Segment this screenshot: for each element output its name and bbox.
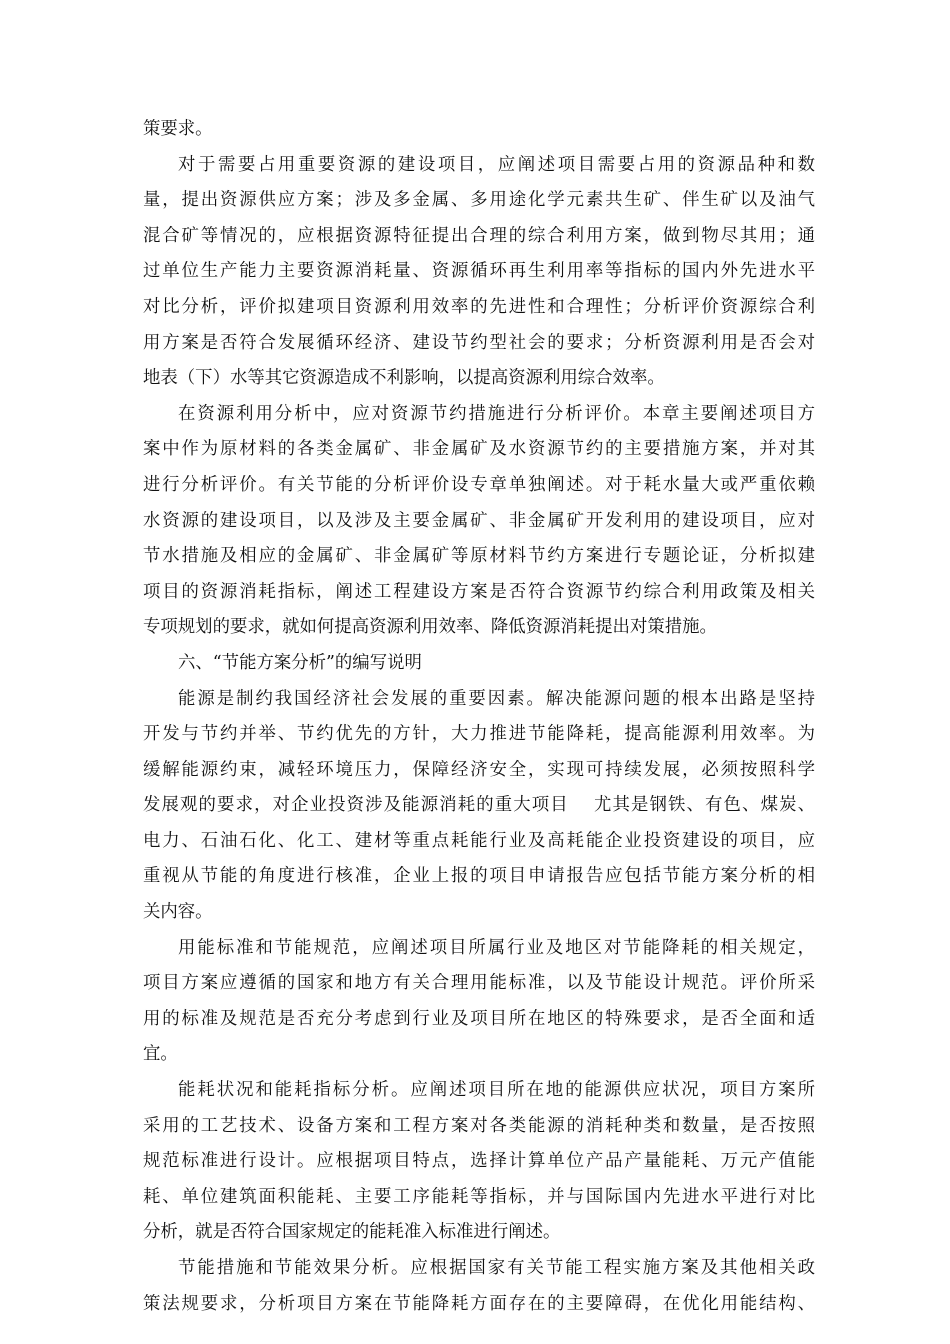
document-page	[143, 112, 815, 1322]
text-line: 用能标准和节能规范，应阐述项目所属行业及地区对节能降耗的相关规定，	[178, 937, 815, 958]
paragraph	[143, 931, 815, 1073]
text-line: 量，提出资源供应方案；涉及多金属、多用途化学元素共生矿、伴生矿以及油气	[143, 190, 815, 211]
paragraph	[143, 148, 815, 397]
text-line: 混合矿等情况的，应根据资源特征提出合理的综合利用方案，做到物尽其用；通	[143, 225, 815, 246]
text-line: 节水措施及相应的金属矿、非金属矿等原材料节约方案进行专题论证，分析拟建	[143, 546, 815, 567]
text-line: 电力、石油石化、化工、建材等重点耗能行业及高耗能企业投资建设的项目，应	[143, 830, 815, 851]
text-line: 项目的资源消耗指标，阐述工程建设方案是否符合资源节约综合利用政策及相关	[143, 581, 815, 602]
paragraph	[143, 397, 815, 646]
text-line: 用方案是否符合发展循环经济、建设节约型社会的要求；分析资源利用是否会对	[143, 332, 815, 353]
text-line: 采用的工艺技术、设备方案和工程方案对各类能源的消耗种类和数量，是否按照	[143, 1115, 815, 1136]
text-line: 耗、单位建筑面积能耗、主要工序能耗等指标，并与国际国内先进水平进行对比	[143, 1186, 815, 1207]
text-line: 重视从节能的角度进行核准，企业上报的项目申请报告应包括节能方案分析的相	[143, 866, 815, 887]
text-line: 节能措施和节能效果分析。应根据国家有关节能工程实施方案及其他相关政	[178, 1258, 815, 1278]
paragraph	[143, 1073, 815, 1251]
text-line: 对于需要占用重要资源的建设项目，应阐述项目需要占用的资源品种和数	[178, 154, 815, 175]
text-line: 项目方案应遵循的国家和地方有关合理用能标准，以及节能设计规范。评价所采	[143, 973, 815, 994]
text-line: 分析，就是否符合国家规定的能耗准入标准进行阐述。	[143, 1222, 561, 1243]
text-line: 能耗状况和能耗指标分析。应阐述项目所在地的能源供应状况，项目方案所	[178, 1080, 815, 1101]
paragraph	[143, 112, 815, 148]
text-line: 开发与节约并举、节约优先的方针，大力推进节能降耗，提高能源利用效率。为	[143, 724, 815, 745]
text-line: 关内容。	[143, 902, 213, 923]
text-line: 进行分析评价。有关节能的分析评价设专章单独阐述。对于耗水量大或严重依赖	[143, 474, 815, 495]
text-line: 发展观的要求，对企业投资涉及能源消耗的重大项目 尤其是钢铁、有色、煤炭、	[143, 795, 815, 816]
text-line: 对比分析，评价拟建项目资源利用效率的先进性和合理性；分析评价资源综合利	[143, 296, 815, 317]
text-line: 策要求。	[143, 119, 213, 139]
text-line: 案中作为原材料的各类金属矿、非金属矿及水资源节约的主要措施方案，并对其	[143, 439, 815, 460]
text-line: 策法规要求，分析项目方案在节能降耗方面存在的主要障碍，在优化用能结构、	[143, 1293, 815, 1314]
section-heading	[143, 646, 815, 682]
text-line: 过单位生产能力主要资源消耗量、资源循环再生利用率等指标的国内外先进水平	[143, 261, 815, 282]
paragraph	[143, 682, 815, 931]
text-line: 在资源利用分析中，应对资源节约措施进行分析评价。本章主要阐述项目方	[178, 403, 815, 424]
text-line: 用的标准及规范是否充分考虑到行业及项目所在地区的特殊要求，是否全面和适	[143, 1008, 815, 1029]
text-line: 能源是制约我国经济社会发展的重要因素。解决能源问题的根本出路是坚持	[178, 688, 815, 709]
text-line: 规范标准进行设计。应根据项目特点，选择计算单位产品产量能耗、万元产值能	[143, 1151, 815, 1172]
text-line: 宜。	[143, 1044, 178, 1065]
text-line: 缓解能源约束，减轻环境压力，保障经济安全，实现可持续发展，必须按照科学	[143, 759, 815, 780]
text-line: 水资源的建设项目，以及涉及主要金属矿、非金属矿开发利用的建设项目，应对	[143, 510, 815, 531]
section-heading-text: 六、“节能方案分析”的编写说明	[178, 652, 422, 673]
text-line: 地表（下）水等其它资源造成不利影响，以提高资源利用综合效率。	[143, 368, 665, 389]
paragraph	[143, 1251, 815, 1322]
text-line: 专项规划的要求，就如何提高资源利用效率、降低资源消耗提出对策措施。	[143, 617, 717, 638]
